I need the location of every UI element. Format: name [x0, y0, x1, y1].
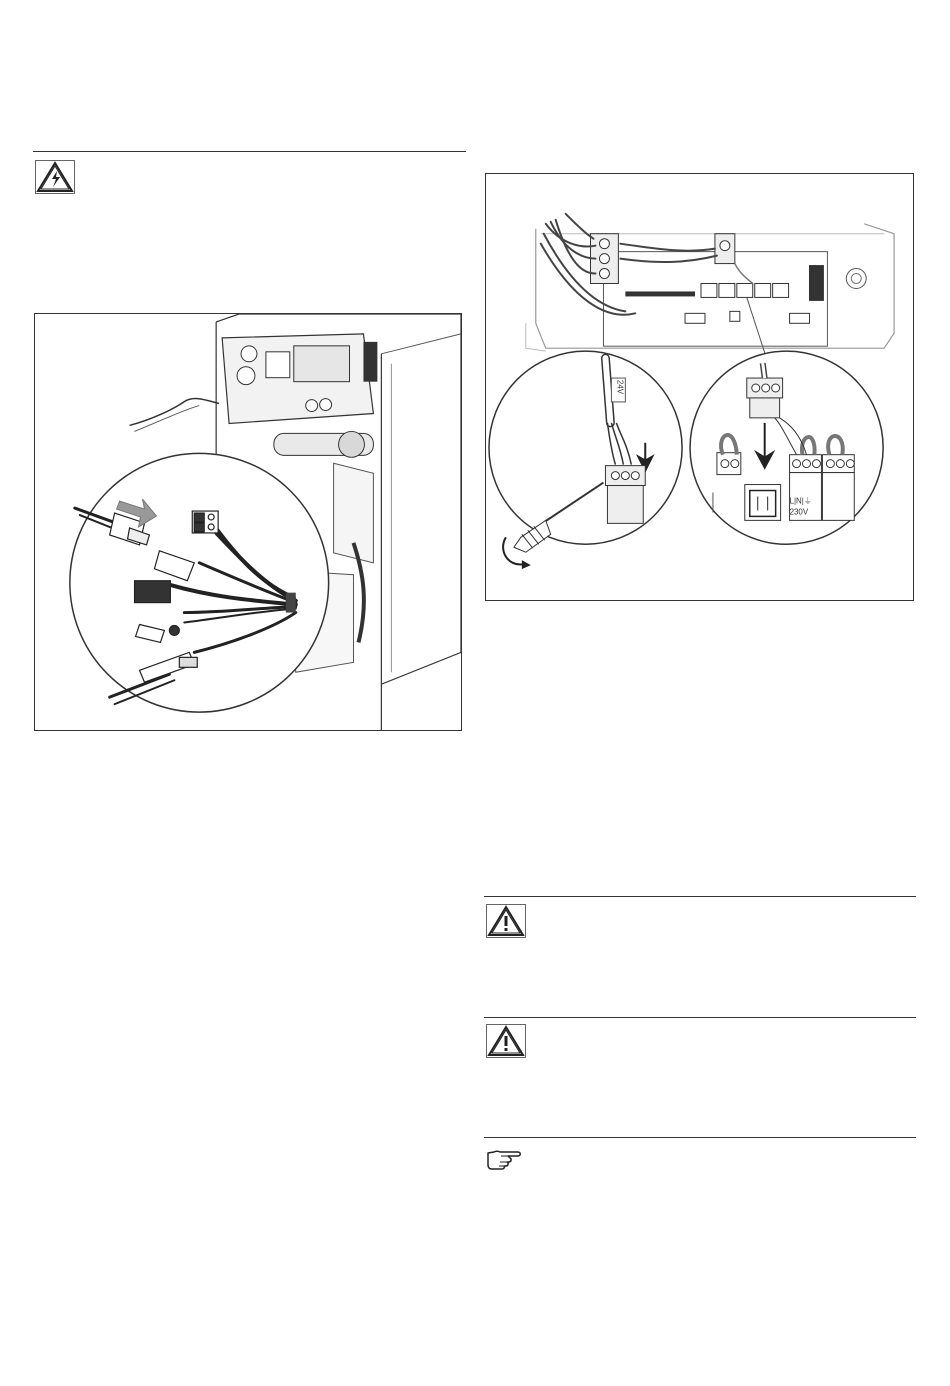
- electric-shock-warning-icon: [35, 160, 75, 194]
- boiler-connector-illustration: [35, 314, 461, 730]
- pointing-hand-note-icon: [484, 1147, 524, 1171]
- section-divider-left: [33, 151, 466, 152]
- voltage-24v-label: 24V: [615, 379, 625, 395]
- warning-1-divider: [484, 896, 916, 897]
- exclamation-warning-icon: [486, 1024, 526, 1058]
- voltage-230v-label: 230V: [789, 507, 809, 517]
- figure-2-terminal-wiring: [485, 173, 914, 601]
- terminal-letters-label: L|N|⏚: [789, 496, 812, 506]
- note-divider: [484, 1137, 916, 1138]
- exclamation-warning-icon: [486, 904, 526, 938]
- terminal-connection-illustration: [486, 174, 913, 600]
- warning-2-divider: [484, 1017, 916, 1018]
- figure-1-boiler-wiring: [34, 313, 462, 731]
